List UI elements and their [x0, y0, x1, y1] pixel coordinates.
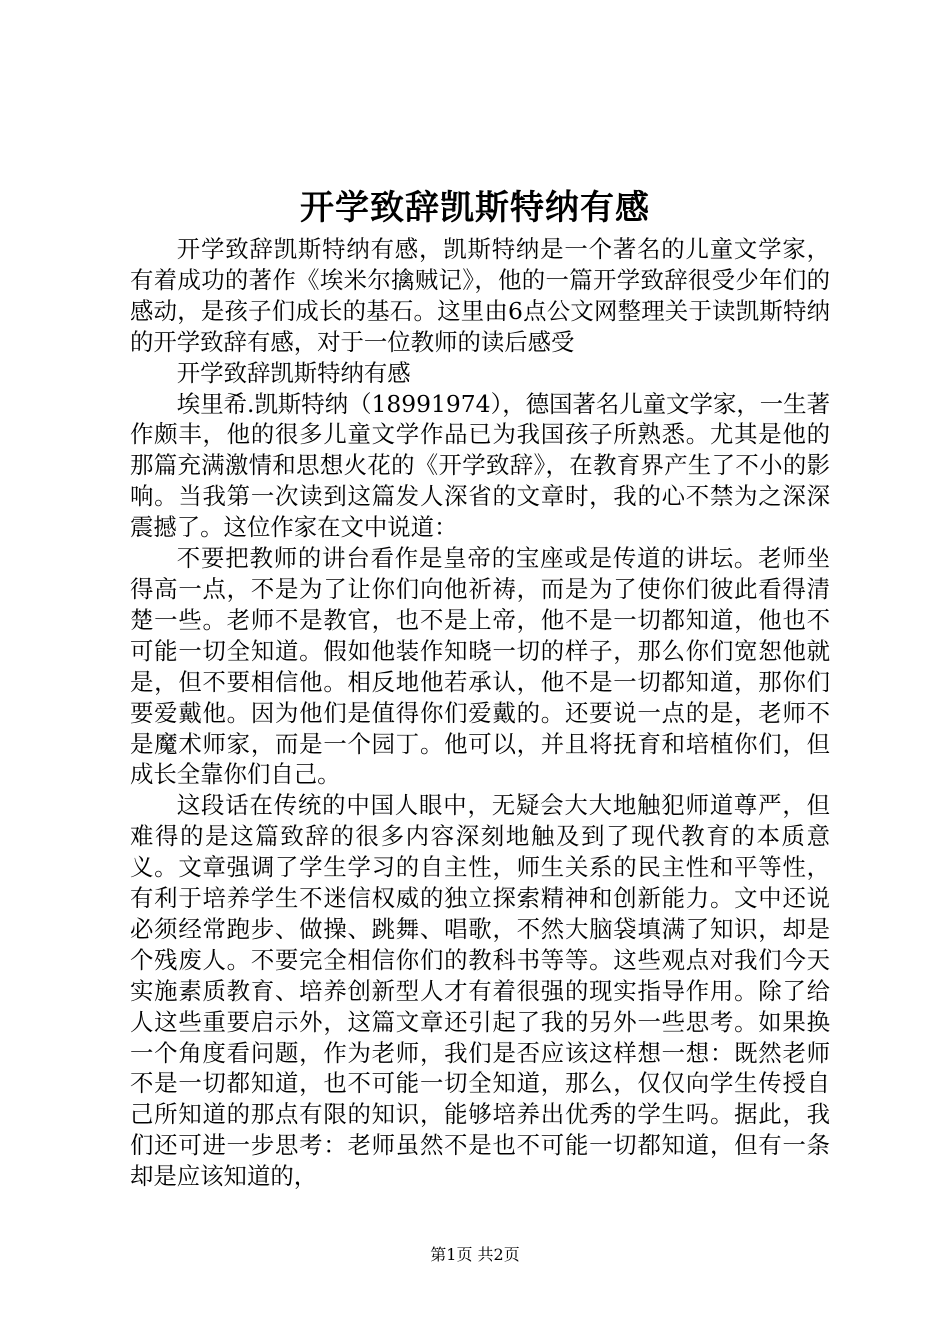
paragraph-author-bio: 埃里希.凯斯特纳（18991974），德国著名儿童文学家，一生著作颇丰，他的很多儿童文学作品已为我国孩子所熟悉。尤其是他的那篇充满激情和思想火花的《开学致辞》，在教育界产生了不小的影响。当我第一次读到这篇发人深省的文章时，我的心不禁为之深深震撼了。这位作家在文中说道：	[130, 389, 830, 542]
paragraph-reflection: 这段话在传统的中国人眼中，无疑会大大地触犯师道尊严，但难得的是这篇致辞的很多内容深刻地触及到了现代教育的本质意义。文章强调了学生学习的自主性，师生关系的民主性和平等性，有利于培养学生不迷信权威的独立探索精神和创新能力。文中还说必须经常跑步、做操、跳舞、唱歌，不然大脑袋填满了知识，却是个残废人。不要完全相信你们的教科书等等。这些观点对我们今天实施素质教育、培养创新型人才有着很强的现实指导作用。除了给人这些重要启示外，这篇文章还引起了我的另外一些思考。如果换一个角度看问题，作为老师，我们是否应该这样想一想：既然老师不是一切都知道，也不可能一切全知道，那么，仅仅向学生传授自己所知道的那点有限的知识，能够培养出优秀的学生吗。据此，我们还可进一步思考：老师虽然不是也不可能一切都知道，但有一条却是应该知道的，	[130, 791, 830, 1191]
paragraph-quote: 不要把教师的讲台看作是皇帝的宝座或是传道的讲坛。老师坐得高一点，不是为了让你们向他祈祷，而是为了使你们彼此看得清楚一些。老师不是教官，也不是上帝，他不是一切都知道，他也不可能一切全知道。假如他装作知晓一切的样子，那么你们宽恕他就是，但不要相信他。相反地他若承认，他不是一切都知道，那你们要爱戴他。因为他们是值得你们爱戴的。还要说一点的是，老师不是魔术师家，而是一个园丁。他可以，并且将抚育和培植你们，但成长全靠你们自己。	[130, 544, 830, 789]
document-body	[130, 234, 830, 1192]
paragraph-subtitle: 开学致辞凯斯特纳有感	[176, 358, 411, 387]
document-title: 开学致辞凯斯特纳有感	[300, 188, 650, 228]
page-number: 第1页 共2页	[430, 1245, 520, 1264]
paragraph-intro: 开学致辞凯斯特纳有感，凯斯特纳是一个著名的儿童文学家，有着成功的著作《埃米尔擒贼记》，他的一篇开学致辞很受少年们的感动，是孩子们成长的基石。这里由6点公文网整理关于读凯斯特纳的开学致辞有感，对于一位教师的读后感受	[130, 235, 830, 356]
